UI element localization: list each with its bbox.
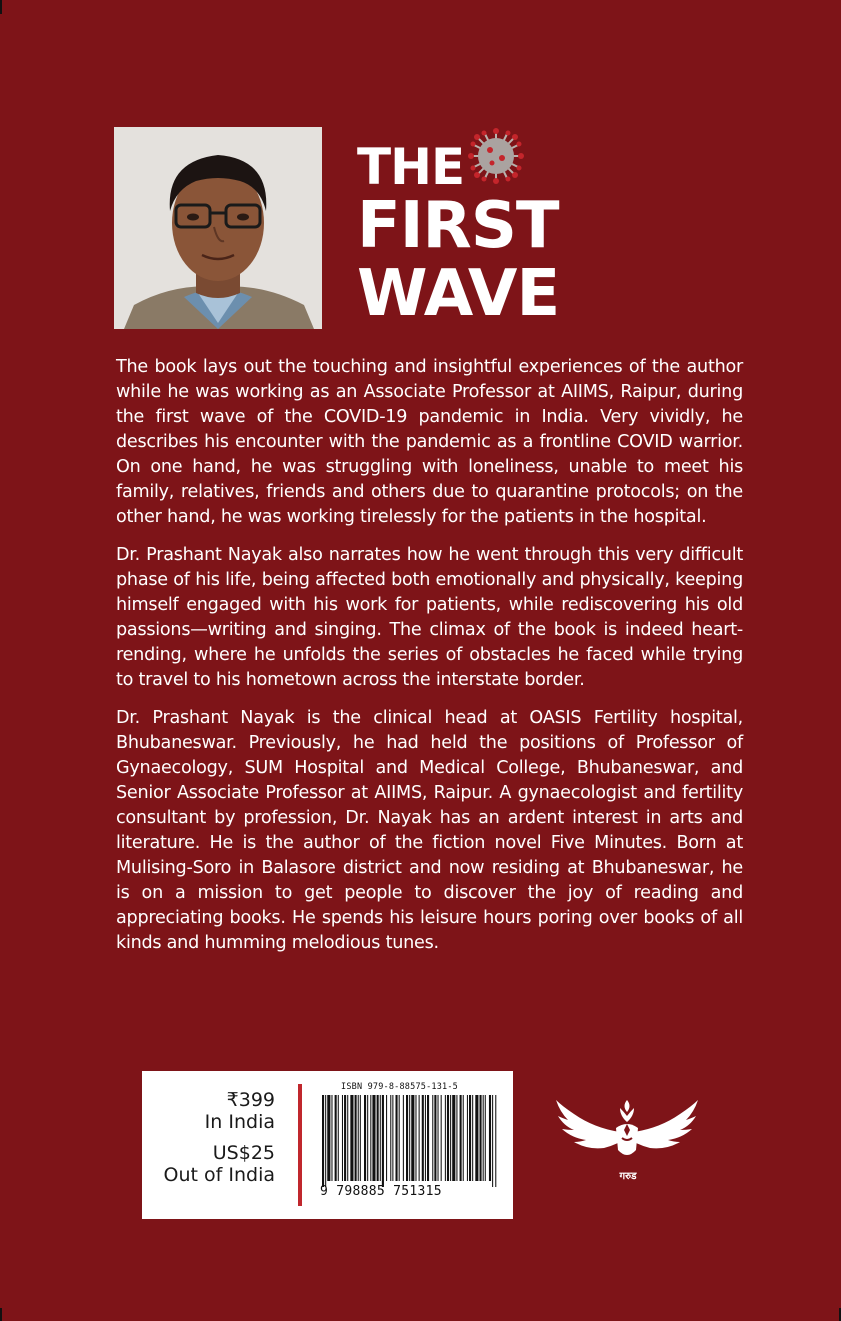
blurb-paragraph-2: Dr. Prashant Nayak also narrates how he went through this very difficult phase of his life, being affected both emotionally and physically, keeping himself engaged with his work for patients, while rediscovering his old passions—writing and singing. The climax of the book is indeed heart-rending, where he unfolds the series of obstacles he faced while trying to travel to his hometown across the interstate border. — [116, 545, 743, 690]
barcode-bar — [338, 1095, 339, 1181]
crop-mark-top-left — [0, 0, 2, 14]
barcode-bar — [409, 1095, 410, 1181]
barcode-bar — [325, 1095, 326, 1187]
barcode-bar — [483, 1095, 484, 1181]
barcode-bar — [472, 1095, 473, 1181]
barcode-bar — [347, 1095, 348, 1181]
crop-mark-bottom-left — [0, 1308, 2, 1321]
barcode-bar — [447, 1095, 449, 1181]
barcode-bar — [445, 1095, 446, 1181]
barcode-bar — [382, 1095, 384, 1187]
price-india: ₹399 — [226, 1089, 275, 1111]
barcode-bar — [364, 1095, 366, 1181]
barcode-bar — [355, 1095, 357, 1181]
back-cover-blurb — [116, 355, 743, 969]
price-list — [142, 1089, 275, 1186]
barcode-bar — [380, 1095, 381, 1181]
barcode-bar — [438, 1095, 439, 1181]
barcode-bar — [485, 1095, 486, 1181]
barcode-bar — [419, 1095, 420, 1181]
barcode-bar — [411, 1095, 414, 1181]
barcode-bar — [360, 1095, 361, 1181]
barcode-bar — [377, 1095, 379, 1181]
author-bio-paragraph: Dr. Prashant Nayak is the clinical head at OASIS Fertility hospital, Bhubaneswar. Previously, he had held the positions of Professor of Gynaecology, SUM Hospital and Medical College, Bhubaneswar, and Senior Associate Professor at AIIMS, Raipur. A gynaecologist and fertility consultant by profession, Dr. Nayak has an ardent interest in arts and literature. He is the author of the fiction novel Five Minutes. Born at Mulising-Soro in Balasore district and now residing at Bhubaneswar, he is on a mission to get people to discover the joy of reading and appreciating books. He spends his leisure hours poring over books of all kinds and humming melodious tunes. — [116, 708, 743, 953]
barcode-bar — [434, 1095, 436, 1181]
barcode-bar — [467, 1095, 468, 1181]
barcode-bar — [460, 1095, 462, 1181]
barcode-bar — [392, 1095, 393, 1181]
barcode-bar — [452, 1095, 455, 1181]
barcode-bar — [386, 1095, 387, 1181]
author-photo — [114, 127, 322, 329]
barcode-bar — [327, 1095, 330, 1181]
barcode-bar — [422, 1095, 424, 1181]
barcode-bar — [469, 1095, 471, 1181]
barcode-bar — [492, 1095, 493, 1187]
price-india-label: In India — [204, 1111, 275, 1133]
price-barcode-box — [142, 1071, 513, 1219]
barcode-bar — [456, 1095, 457, 1181]
barcode-bar — [358, 1095, 359, 1181]
barcode-bar — [441, 1095, 442, 1181]
price-international: US$25 — [212, 1142, 275, 1164]
barcode-bar — [399, 1095, 400, 1181]
barcode-bar — [344, 1095, 346, 1181]
title-line-the: THE — [357, 138, 465, 196]
publisher-logo-text: गरुड — [619, 1171, 637, 1182]
barcode-bar — [432, 1095, 433, 1181]
barcode-bar — [370, 1095, 371, 1181]
barcode-bar — [489, 1095, 491, 1181]
barcode-bar — [450, 1095, 451, 1181]
ean-digits: 9 798885 751315 — [320, 1184, 442, 1199]
barcode-bar — [495, 1095, 496, 1187]
barcode-bar — [425, 1095, 426, 1181]
title-line-first: FIRST — [357, 189, 559, 263]
accent-divider — [298, 1084, 302, 1206]
title-line-wave: WAVE — [357, 257, 560, 331]
price-international-label: Out of India — [163, 1164, 275, 1186]
barcode-bar — [342, 1095, 343, 1181]
barcode-bar — [406, 1095, 408, 1181]
garuda-publisher-logo-icon — [554, 1098, 700, 1162]
barcode-bar — [372, 1095, 375, 1181]
barcode-bar — [390, 1095, 391, 1181]
isbn-text: ISBN 979-8-88575-131-5 — [341, 1082, 458, 1092]
barcode-bar — [480, 1095, 482, 1181]
barcode-bar — [463, 1095, 464, 1181]
barcode-bar — [350, 1095, 353, 1181]
barcode-bar — [475, 1095, 478, 1181]
barcode-bar — [322, 1095, 324, 1187]
barcode-bar — [415, 1095, 416, 1181]
coronavirus-icon — [468, 128, 524, 184]
barcode-bar — [335, 1095, 337, 1181]
barcode-bar — [403, 1095, 404, 1181]
barcode-bar — [396, 1095, 398, 1181]
barcode-bar — [427, 1095, 429, 1181]
barcode-bar — [331, 1095, 332, 1181]
barcode-bar — [367, 1095, 368, 1181]
blurb-paragraph-1: The book lays out the touching and insightful experiences of the author while he was working as an Associate Professor at AIIMS, Raipur, during the first wave of the COVID-19 pandemic in India. Very vividly, he describes his encounter with the pandemic as a frontline COVID warrior. On one hand, he was struggling with loneliness, unable to meet his family, relatives, friends and others due to quarantine protocols; on the other hand, he was working tirelessly for the patients in the hospital. — [116, 357, 743, 527]
